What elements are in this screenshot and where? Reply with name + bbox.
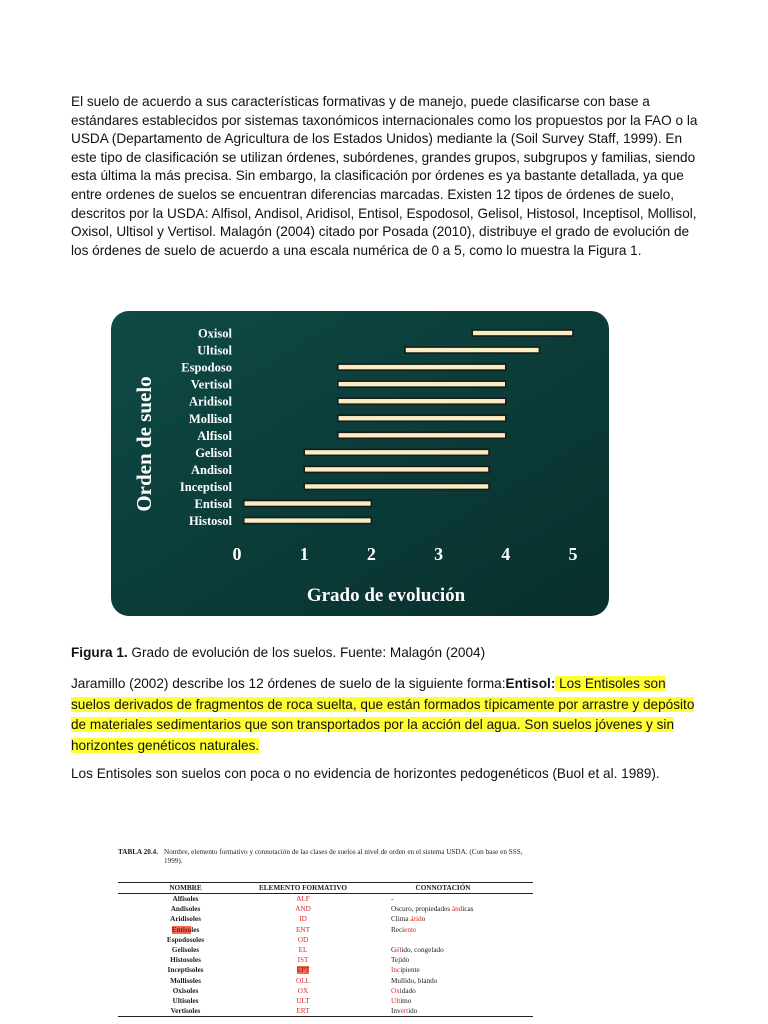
x-tick-2: 2 <box>366 544 376 564</box>
category-label-ultisol: Ultisol <box>197 343 232 358</box>
cell-elemento: OX <box>297 986 309 995</box>
cell-nombre: Histosoles <box>170 956 201 965</box>
bar-gelisol <box>304 449 489 455</box>
cell-nombre: Oxisoles <box>172 986 199 995</box>
cell-nombre <box>118 925 253 935</box>
bar-vertisol <box>338 381 506 387</box>
root-fragment: él <box>396 945 402 954</box>
y-axis-title: Orden de suelo <box>132 376 156 512</box>
category-label-oxisol: Oxisol <box>197 326 232 341</box>
root-fragment: Ult <box>391 996 401 1005</box>
table-row <box>118 925 533 935</box>
root-fragment: ánd <box>451 905 463 914</box>
cell-text: ido <box>408 1007 418 1016</box>
cell-elemento: ALF <box>296 895 310 903</box>
bar-mollisol <box>338 415 506 421</box>
header-elemento: ELEMENTO FORMATIVO <box>258 884 348 892</box>
table-bottom-rule <box>118 1016 533 1017</box>
x-tick-5: 5 <box>568 544 578 564</box>
cell-connotacion <box>353 945 533 955</box>
table-title: TABLA 20.4. <box>118 848 159 856</box>
table-row <box>118 904 533 914</box>
table-row <box>118 976 533 986</box>
cell-text: G <box>391 945 397 954</box>
table-body <box>118 894 533 1016</box>
table-caption-text: Nombre, elemento formativo y connotación de las clases de suelos al nivel de orden en el sistema USDA. (Con base en SSS, 1999). <box>164 848 523 865</box>
figure-caption <box>71 645 485 660</box>
root-fragment: Inc <box>391 966 401 975</box>
table-row <box>118 955 533 965</box>
cell-nombre: Inceptisoles <box>167 966 204 975</box>
entisol-intro: Jaramillo (2002) describe los 12 órdenes de suelo de la siguiente forma: <box>71 676 506 691</box>
soil-evolution-chart <box>111 311 609 616</box>
category-label-aridisol: Aridisol <box>188 394 232 409</box>
root-fragment: Ox <box>391 986 400 995</box>
table-row <box>118 986 533 996</box>
soil-orders-table <box>118 848 533 1017</box>
x-tick-3: 3 <box>434 544 444 564</box>
cell-text: icas <box>462 905 474 914</box>
x-tick-1: 1 <box>299 544 309 564</box>
cell-connotacion <box>353 935 533 945</box>
cell-nombre: Espodosoles <box>166 935 205 944</box>
bar-andisol <box>304 466 489 472</box>
cell-connotacion: - <box>391 895 394 903</box>
cell-elemento: OD <box>297 935 309 944</box>
x-axis-title: Grado de evolución <box>306 585 466 606</box>
category-label-mollisol: Mollisol <box>188 411 232 426</box>
bar-inceptisol <box>304 483 489 489</box>
cell-connotacion <box>353 1006 533 1016</box>
root-fragment: árid <box>410 915 422 924</box>
highlighted-fragment: EPT <box>296 966 310 975</box>
table-row <box>118 965 533 975</box>
cell-elemento: IST <box>297 956 309 965</box>
bar-aridisol <box>338 398 506 404</box>
table-caption <box>118 848 533 866</box>
cell-elemento: ULT <box>296 996 310 1005</box>
cell-elemento: ID <box>299 915 307 924</box>
cell-elemento: OLL <box>296 976 310 985</box>
cell-text: ipiente <box>400 966 420 975</box>
cell-nombre: Ultisoles <box>172 996 199 1005</box>
bar-alfisol <box>338 432 506 438</box>
table-header <box>118 882 533 894</box>
bar-oxisol <box>472 330 573 336</box>
x-tick-4: 4 <box>501 544 511 564</box>
cell-text: Oscuro, propiedades <box>391 905 452 914</box>
cell-text: les <box>191 925 200 934</box>
category-label-inceptisol: Inceptisol <box>179 479 232 494</box>
cell-connotacion <box>353 925 533 935</box>
table-row <box>118 894 533 904</box>
intro-paragraph: El suelo de acuerdo a sus características formativas y de manejo, puede clasificarse con base a estándares establecidos por sistemas taxonómicos internacionales como los propuestos por la FAO o la USDA (Departamento de Agricultura de los Estados Unidos) mediante la (Soil Survey Staff, 1999). En este tipo de clasificación se utilizan órdenes, subórdenes, grandes grupos, subgrupos y familias, siendo esta última la más precisa. Sin embargo, la clasificación por órdenes es ya bastante detallada, ya que entre ordenes de suelos se encuentran diferencias marcadas. Existen 12 tipos de órdenes de suelo, descritos por la USDA: Alfisol, Andisol, Aridisol, Entisol, Espodosol, Gelisol, Histosol, Inceptisol, Mollisol, Oxisol, Ultisol y Vertisol. Malagón (2004) citado por Posada (2010), distribuye el grado de evolución de los órdenes de suelo de acuerdo a una escala numérica de 0 a 5, como lo muestra la Figura 1. <box>71 94 698 258</box>
cell-elemento: ERT <box>296 1007 310 1016</box>
entisol-paragraph <box>71 674 701 756</box>
cell-nombre: Aridisoles <box>170 915 201 924</box>
header-connotacion: CONNOTACIÓN <box>415 884 471 892</box>
chart-canvas <box>111 311 609 616</box>
cell-elemento <box>253 965 353 975</box>
cell-connotacion <box>353 914 533 924</box>
header-nombre: NOMBRE <box>169 884 202 892</box>
cell-connotacion <box>353 904 533 914</box>
category-label-histosol: Histosol <box>188 514 232 529</box>
bar-ultisol <box>405 347 539 353</box>
table-row <box>118 914 533 924</box>
category-label-andisol: Andisol <box>191 462 232 477</box>
root-fragment: ente <box>404 925 417 934</box>
cell-nombre: Gelisoles <box>171 945 200 954</box>
bar-histosol <box>244 518 372 524</box>
category-label-espodoso: Espodoso <box>181 360 232 375</box>
chart-background <box>111 311 609 616</box>
cell-text: Inv <box>391 1007 401 1016</box>
bar-entisol <box>244 501 372 507</box>
highlighted-fragment: Entiso <box>171 925 192 934</box>
entisol-note-paragraph: Los Entisoles son suelos con poca o no evidencia de horizontes pedogenéticos (Buol et al. 1989). <box>71 766 660 781</box>
highlighted-definition: Los Entisoles son suelos derivados de fragmentos de roca suelta, que están formados típicamente por arrastre y depósito de materiales sedimentarios que son transportados por la acción del agua. Son suelos jóvenes y sin horizontes genéticos naturales. <box>71 676 695 753</box>
cell-elemento: AND <box>295 905 311 914</box>
cell-nombre: Andisoles <box>170 905 201 914</box>
cell-connotacion <box>353 996 533 1006</box>
category-label-gelisol: Gelisol <box>195 445 232 460</box>
table-row <box>118 996 533 1006</box>
cell-nombre: Alfisoles <box>172 895 199 903</box>
figure-caption-text: Grado de evolución de los suelos. Fuente: Malagón (2004) <box>127 645 486 660</box>
cell-text: idado <box>399 986 416 995</box>
cell-text: Reci <box>391 925 405 934</box>
cell-text: imo <box>400 996 412 1005</box>
cell-elemento: ENT <box>296 925 310 934</box>
table-row <box>118 945 533 955</box>
cell-text: o <box>421 915 426 924</box>
category-label-vertisol: Vertisol <box>190 377 232 392</box>
entisol-term: Entisol: <box>505 676 556 691</box>
cell-connotacion: Mullido, blando <box>391 976 438 985</box>
cell-connotacion <box>353 986 533 996</box>
category-label-alfisol: Alfisol <box>197 428 232 443</box>
cell-elemento: EL <box>298 945 308 954</box>
bar-espodoso <box>338 364 506 370</box>
cell-nombre: Vertisoles <box>170 1007 201 1016</box>
cell-connotacion: Tejido <box>391 956 410 965</box>
figure-label: Figura 1. <box>71 645 128 660</box>
cell-connotacion <box>353 965 533 975</box>
category-label-entisol: Entisol <box>194 497 232 511</box>
root-fragment: ert <box>400 1007 409 1016</box>
cell-text: Clima <box>391 915 411 924</box>
cell-text: ido, congelado <box>401 945 444 954</box>
x-tick-0: 0 <box>232 544 242 564</box>
table-row <box>118 1006 533 1016</box>
table-row <box>118 935 533 945</box>
cell-nombre: Mollisoles <box>170 976 201 985</box>
